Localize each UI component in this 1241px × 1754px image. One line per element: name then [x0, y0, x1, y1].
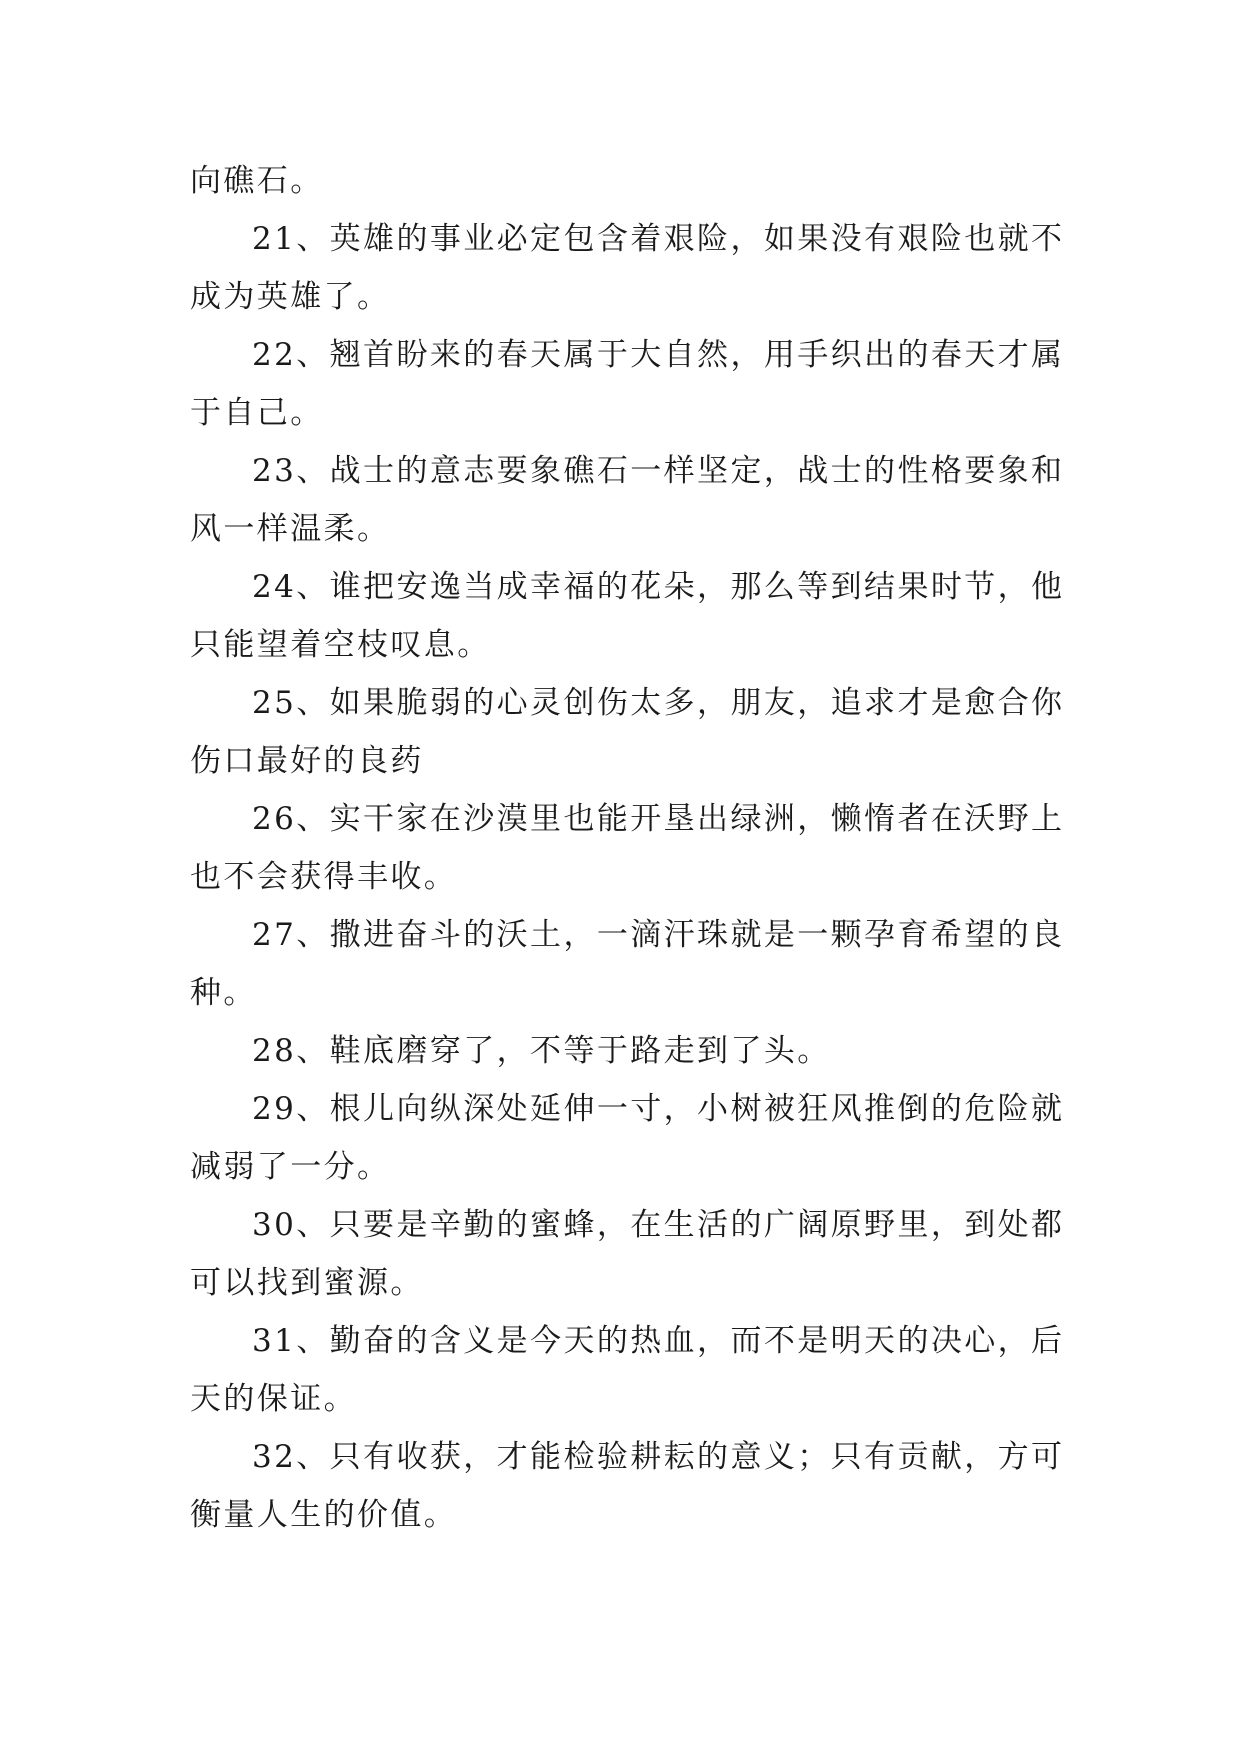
text-line: 种。	[190, 975, 257, 1011]
text-line: 25、如果脆弱的心灵创伤太多，朋友，追求才是愈合你	[252, 685, 1065, 721]
body-text	[190, 152, 1065, 1544]
text-line: 于自己。	[190, 395, 324, 431]
text-line: 只能望着空枝叹息。	[190, 627, 491, 663]
text-line: 30、只要是辛勤的蜜蜂，在生活的广阔原野里，到处都	[252, 1207, 1065, 1243]
text-line: 22、翘首盼来的春天属于大自然，用手织出的春天才属	[252, 337, 1065, 373]
text-line: 26、实干家在沙漠里也能开垦出绿洲，懒惰者在沃野上	[252, 801, 1065, 837]
text-line: 衡量人生的价值。	[190, 1497, 458, 1533]
text-line: 23、战士的意志要象礁石一样坚定，战士的性格要象和	[252, 453, 1065, 489]
text-line: 天的保证。	[190, 1381, 357, 1417]
text-line: 可以找到蜜源。	[190, 1265, 424, 1301]
text-line: 27、撒进奋斗的沃土，一滴汗珠就是一颗孕育希望的良	[252, 917, 1065, 953]
text-line: 24、谁把安逸当成幸福的花朵，那么等到结果时节，他	[252, 569, 1065, 605]
text-line: 29、根儿向纵深处延伸一寸，小树被狂风推倒的危险就	[252, 1091, 1065, 1127]
text-line: 伤口最好的良药	[190, 743, 424, 779]
text-line: 向礁石。	[190, 163, 324, 199]
text-line: 32、只有收获，才能检验耕耘的意义；只有贡献，方可	[252, 1439, 1065, 1475]
text-line: 21、英雄的事业必定包含着艰险，如果没有艰险也就不	[252, 221, 1065, 257]
text-line: 风一样温柔。	[190, 511, 391, 547]
text-line: 也不会获得丰收。	[190, 859, 458, 895]
text-line: 31、勤奋的含义是今天的热血，而不是明天的决心，后	[252, 1323, 1065, 1359]
text-line: 成为英雄了。	[190, 279, 391, 315]
text-line: 减弱了一分。	[190, 1149, 391, 1185]
text-line: 28、鞋底磨穿了，不等于路走到了头。	[252, 1033, 831, 1069]
